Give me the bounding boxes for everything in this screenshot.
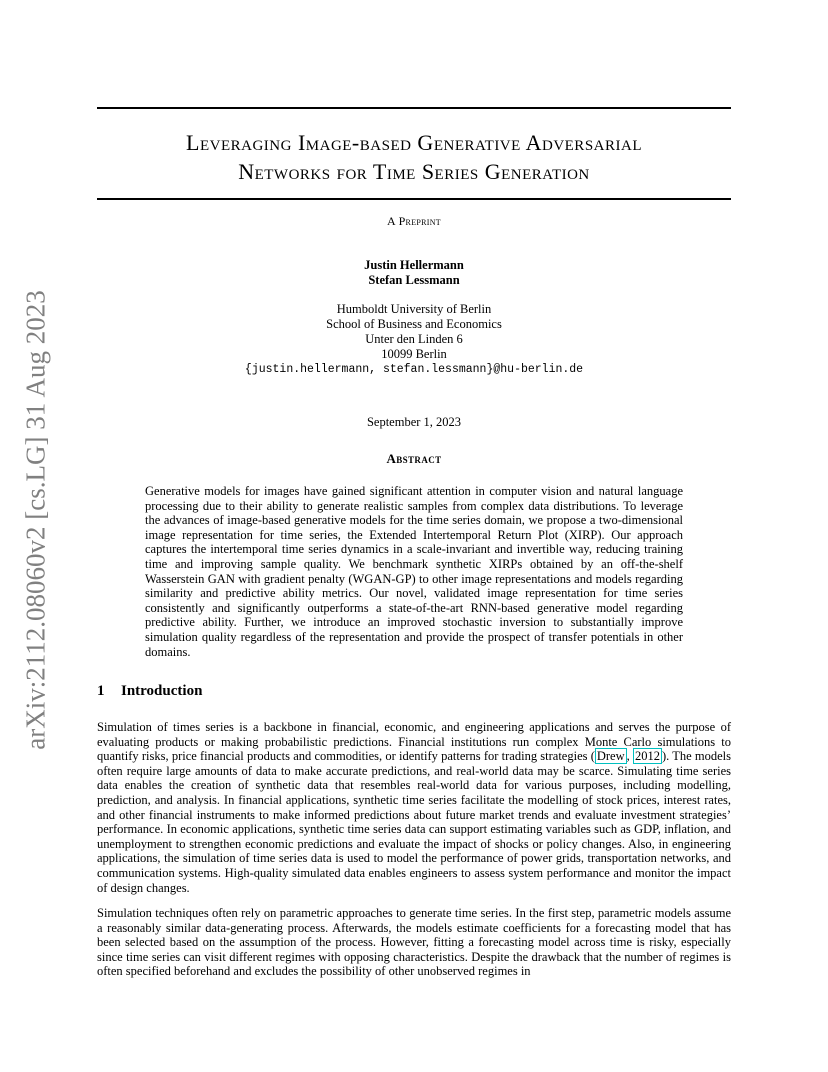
section-title: Introduction [121,683,203,699]
preprint-label: A Preprint [386,214,441,228]
abstract-heading: Abstract [386,451,442,466]
affiliation-street: Unter den Linden 6 [365,332,463,346]
abstract-text: Generative models for images have gained significant attention in computer vision and natural language processing due to their ability to generate realistic samples from complex data distributions. To leverage the advances of image-based generative models for the time series domain, we propose a two-dimensional image representation for time series, the Extended Intertemporal Return Plot (XIRP). Our approach captures the intertemporal time series dynamics in a scale-invariant and invertible way, reducing training time and improving sample quality. We benchmark synthetic XIRPs obtained by an off-the-shelf Wasserstein GAN with gradient penalty (WGAN-GP) to other image representations and models regarding similarity and predictive ability metrics. Our novel, validated image representation for time series consistently and significantly outperforms a state-of-the-art RNN-based generative model regarding predictive ability. Further, we introduce an improved stochastic inversion to substantially improve simulation quality regardless of the representation and provide the prospect of transfer potentials in other domains. [145,484,683,659]
paragraph-text: ). The models often require large amounts of data to make accurate predictions, and real-world data may be scarce. Simulating time series data enables the creation of synthetic data that resembles real-world data for various purposes, including modelling, prediction, and analysis. In financial applications, synthetic time series facilitate the modelling of stock prices, interest rates, and other financial instruments to make informed predictions about future market trends and evaluate investment strategies’ performance. In economic applications, synthetic time series data can support estimating variables such as GDP, inflation, and unemployment to strengthen economic predictions and evaluate the impact of shocks or policy changes. Also, in engineering applications, the simulation of time series data is used to model the performance of power grids, transportation networks, and communication systems. High-quality simulated data enables engineers to assess system performance and monitor the impact of design changes. [97,749,731,895]
body-paragraph: Simulation techniques often rely on parametric approaches to generate time series. In the first step, parametric models assume a reasonably similar data-generating process. Afterwards, the models estimate coefficients for a forecasting model that has been selected based on the assumption of the process. However, fitting a forecasting model across time is risky, especially since time series can visit different regimes with opposing characteristics. Despite the drawback that the number of regimes is often specified beforehand and excludes the possibility of other unobserved regimes in [97,906,731,979]
author-name: Justin Hellermann [364,258,464,272]
section-number: 1 [97,683,105,699]
citation-link[interactable]: Drew [596,749,625,764]
paper-title [97,128,731,186]
affiliation [0,302,828,377]
title-rule-bottom [97,198,731,200]
author-list [0,258,828,288]
body-paragraph [97,720,731,895]
title-rule-top [97,107,731,109]
title-line-2: Networks for Time Series Generation [238,159,590,184]
arxiv-identifier: arXiv:2112.08060v2 [cs.LG] 31 Aug 2023 [20,290,51,750]
affiliation-school: School of Business and Economics [326,317,502,331]
affiliation-university: Humboldt University of Berlin [336,302,492,316]
citation-separator: , [626,749,633,764]
paragraph-text: Simulation of times series is a backbone in financial, economic, and engineering applications and serves the purpose of evaluating products or making probabilistic predictions. Financial institutions run complex Monte Carlo simulations to quantify risks, price financial products and commodities, or identify patterns for trading strategies ( [97,720,731,764]
author-email: {justin.hellermann, stefan.lessmann}@hu-berlin.de [244,363,584,376]
author-name: Stefan Lessmann [368,273,460,287]
publication-date: September 1, 2023 [366,415,462,429]
section-heading [97,683,202,700]
title-line-1: Leveraging Image-based Generative Adversarial [186,130,642,155]
affiliation-city: 10099 Berlin [381,347,447,361]
citation-year-link[interactable]: 2012 [634,749,660,764]
